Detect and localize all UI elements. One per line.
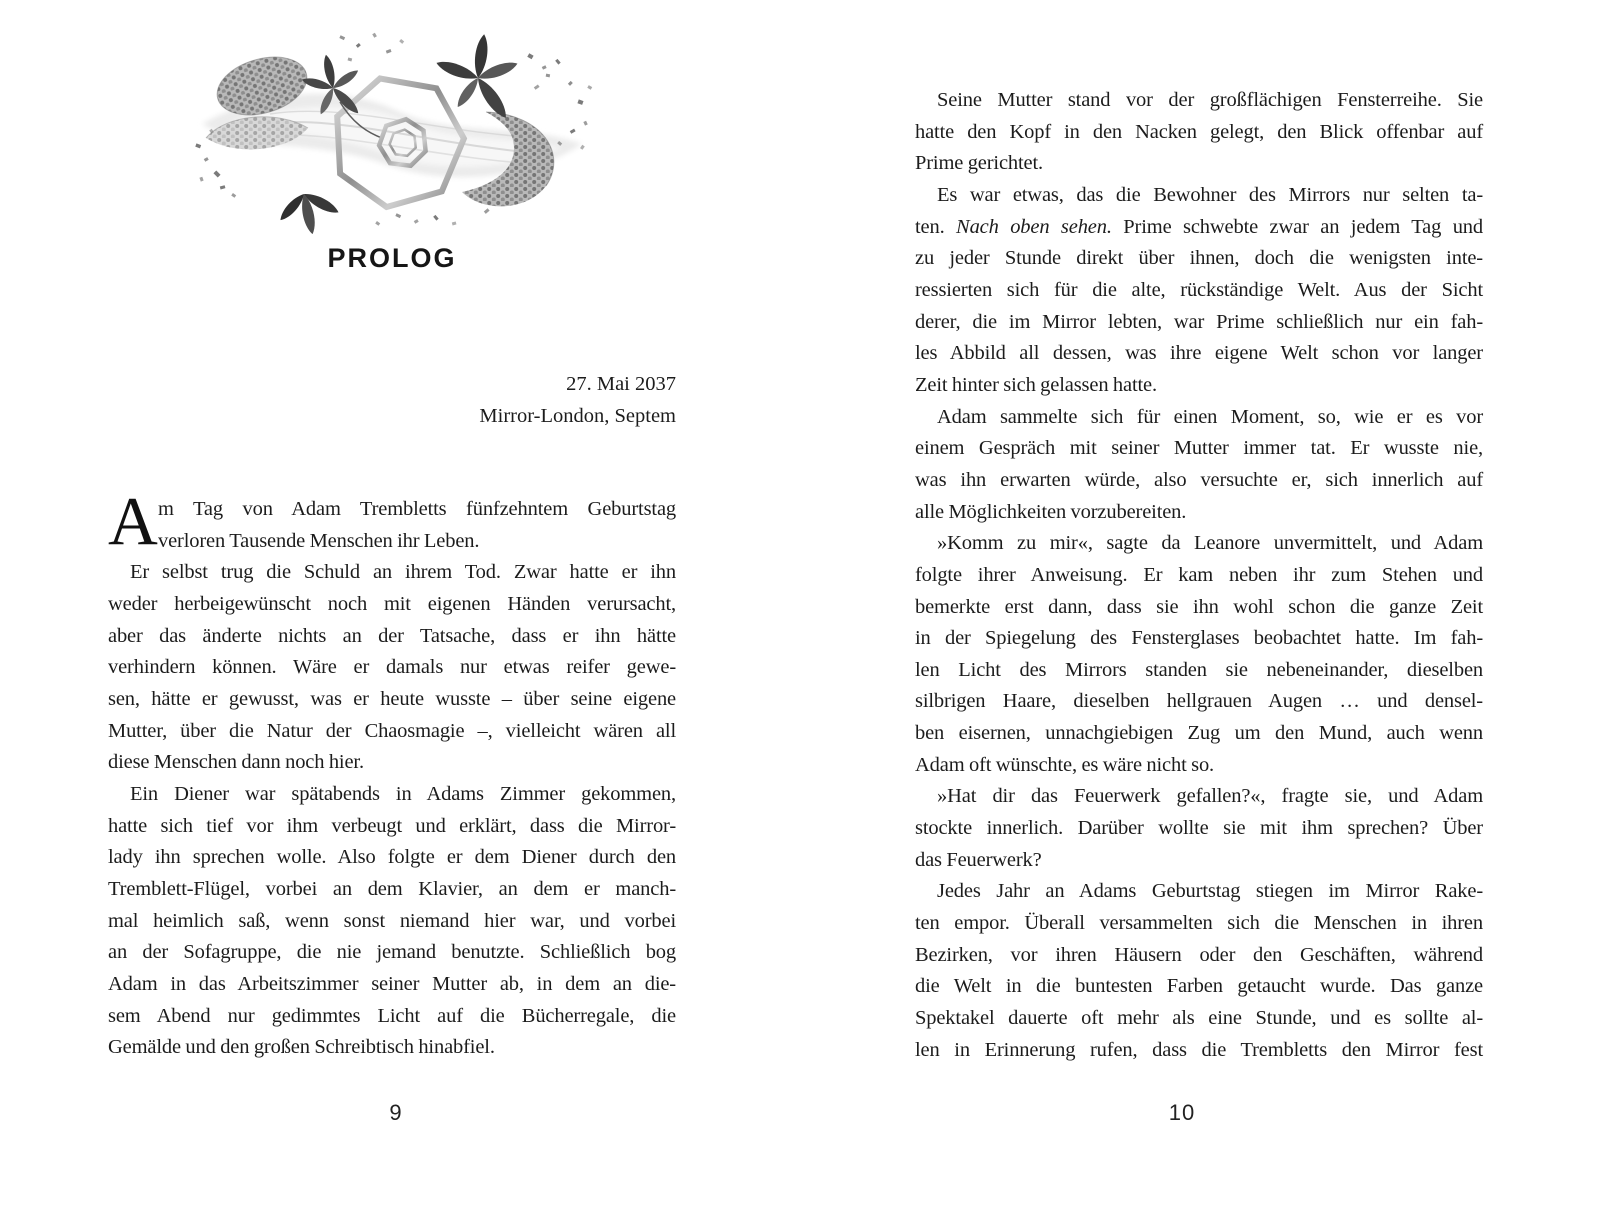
text-line: Gemälde und den großen Schreibtisch hinabfiel. (108, 1036, 495, 1059)
dateline-place: Mirror-London, Septem (479, 404, 676, 427)
dateline-date: 27. Mai 2037 (566, 373, 676, 395)
text-line: verloren Tausende Menschen ihr Leben. (158, 529, 480, 552)
text-line: Adam in das Arbeitszimmer seiner Mutter ab, in dem an die- (108, 972, 676, 995)
text-line: Adam oft wünschte, es wäre nicht so. (915, 753, 1215, 776)
ornament-graphic (190, 26, 600, 234)
text-line: einem Gespräch mit seiner Mutter immer tat. Er wusste nie, (915, 437, 1483, 460)
text-line: an der Sofagruppe, die nie jemand benutzte. Schließlich bog (108, 941, 676, 964)
paragraph (108, 557, 676, 779)
paragraph (915, 876, 1483, 1066)
left-page-text (108, 483, 676, 1064)
text-line: ressierten sich für die alte, rückständige Welt. Aus der Sicht (915, 278, 1483, 301)
text-line: folgte ihrer Anweisung. Er kam neben ihr zum Stehen und (915, 563, 1483, 586)
text-line: Mutter, über die Natur der Chaosmagie –, vielleicht wären all (108, 719, 676, 742)
text-line: mal heimlich saß, wenn sonst niemand hier war, und vorbei (108, 909, 676, 932)
text-line: in der Spiegelung des Fensterglases beobachtet hatte. Im fah- (915, 627, 1483, 650)
dateline (108, 369, 676, 432)
paragraph (915, 528, 1483, 781)
text-line: hatte sich tief vor ihm verbeugt und erklärt, dass die Mirror- (108, 814, 676, 837)
text-line: len in Erinnerung rufen, dass die Trembletts den Mirror fest (915, 1038, 1483, 1061)
text-line: stockte innerlich. Darüber wollte sie mit ihm sprechen? Über (915, 817, 1483, 840)
text-line: lady ihn sprechen wolle. Also folgte er dem Diener durch den (108, 846, 676, 869)
right-page-text (915, 85, 1483, 1066)
text-line: ten empor. Überall versammelten sich die Menschen in ihren (915, 912, 1483, 935)
page-number-right: 10 (1168, 1100, 1196, 1125)
text-line: Es war etwas, das die Bewohner des Mirrors nur selten ta- (937, 183, 1483, 206)
paragraph (915, 180, 1483, 402)
paragraph (915, 781, 1483, 876)
text-line: les Abbild all dessen, was ihre eigene Welt schon vor langer (915, 342, 1483, 365)
paragraph (915, 85, 1483, 180)
text-line: Adam sammelte sich für einen Moment, so, wie er es vor (937, 405, 1483, 428)
text-line: Spektakel dauerte oft mehr als eine Stunde, und es sollte al- (915, 1007, 1483, 1030)
text-line: weder herbeigewünscht noch mit eigenen Händen verursacht, (108, 592, 676, 615)
paragraph (108, 779, 676, 1064)
text-line: zu jeder Stunde direkt über ihnen, doch die wenigsten inte- (915, 247, 1483, 270)
chapter-title: PROLOG (327, 243, 457, 273)
text-line: len Licht des Mirrors standen sie nebeneinander, dieselben (915, 658, 1483, 681)
text-line: ben eisernen, unnachgiebigen Zug um den Mund, auch wenn (915, 722, 1483, 745)
text-line: diese Menschen dann noch hier. (108, 751, 364, 774)
flower-bottom-left-icon (277, 189, 341, 234)
text-line: Er selbst trug die Schuld an ihrem Tod. Zwar hatte er ihn (130, 561, 676, 584)
text-line: derer, die im Mirror lebten, war Prime schließlich nur ein fah- (915, 310, 1483, 333)
drop-cap: A (108, 483, 158, 559)
text-line: Zeit hinter sich gelassen hatte. (915, 373, 1157, 396)
text-line: verhindern können. Wäre er damals nur etwas reifer gewe- (108, 656, 676, 679)
text-line: Bezirken, vor ihren Häusern oder den Geschäften, während (915, 943, 1483, 966)
text-line: was ihn erwarten würde, also versuchte er, sich innerlich auf (915, 468, 1483, 491)
text-line: alle Möglichkeiten vorzubereiten. (915, 500, 1187, 523)
text-line: Ein Diener war spätabends in Adams Zimmer gekommen, (130, 782, 676, 805)
text-line: »Komm zu mir«, sagte da Leanore unvermittelt, und Adam (937, 532, 1483, 555)
text-line: Tremblett-Flügel, vorbei an dem Klavier, an dem er manch- (108, 877, 676, 900)
text-line: das Feuerwerk? (915, 848, 1042, 871)
page-number-left: 9 (389, 1100, 403, 1125)
text-line: »Hat dir das Feuerwerk gefallen?«, fragte sie, und Adam (937, 785, 1483, 808)
text-line: m Tag von Adam Trembletts fünfzehntem Geburtstag (158, 498, 676, 520)
text-line: die Welt in die buntesten Farben getaucht wurde. Das ganze (915, 975, 1483, 998)
chapter-ornament-image (190, 26, 600, 234)
text-line: sen, hätte er gewusst, was er heute wusste – über seine eigene (108, 687, 676, 710)
text-line: sem Abend nur gedimmtes Licht auf die Bücherregale, die (108, 1004, 676, 1027)
text-line: aber das änderte nichts an der Tatsache, dass er ihn hätte (108, 624, 676, 647)
text-line: bemerkte erst dann, dass sie ihn wohl schon die ganze Zeit (915, 595, 1483, 618)
text-line: Jedes Jahr an Adams Geburtstag stiegen im Mirror Rake- (937, 880, 1483, 903)
text-line: Prime gerichtet. (915, 152, 1044, 175)
paragraph (915, 402, 1483, 529)
paragraph (108, 483, 676, 559)
text-line: silbrigen Haare, dieselben hellgrauen Augen … und densel- (915, 690, 1483, 713)
text-line: Seine Mutter stand vor der großflächigen Fensterreihe. Sie (937, 89, 1483, 111)
text-line: ten. Nach oben sehen. Prime schwebte zwar an jedem Tag und (915, 215, 1483, 238)
text-line: hatte den Kopf in den Nacken gelegt, den Blick offenbar auf (915, 120, 1483, 143)
